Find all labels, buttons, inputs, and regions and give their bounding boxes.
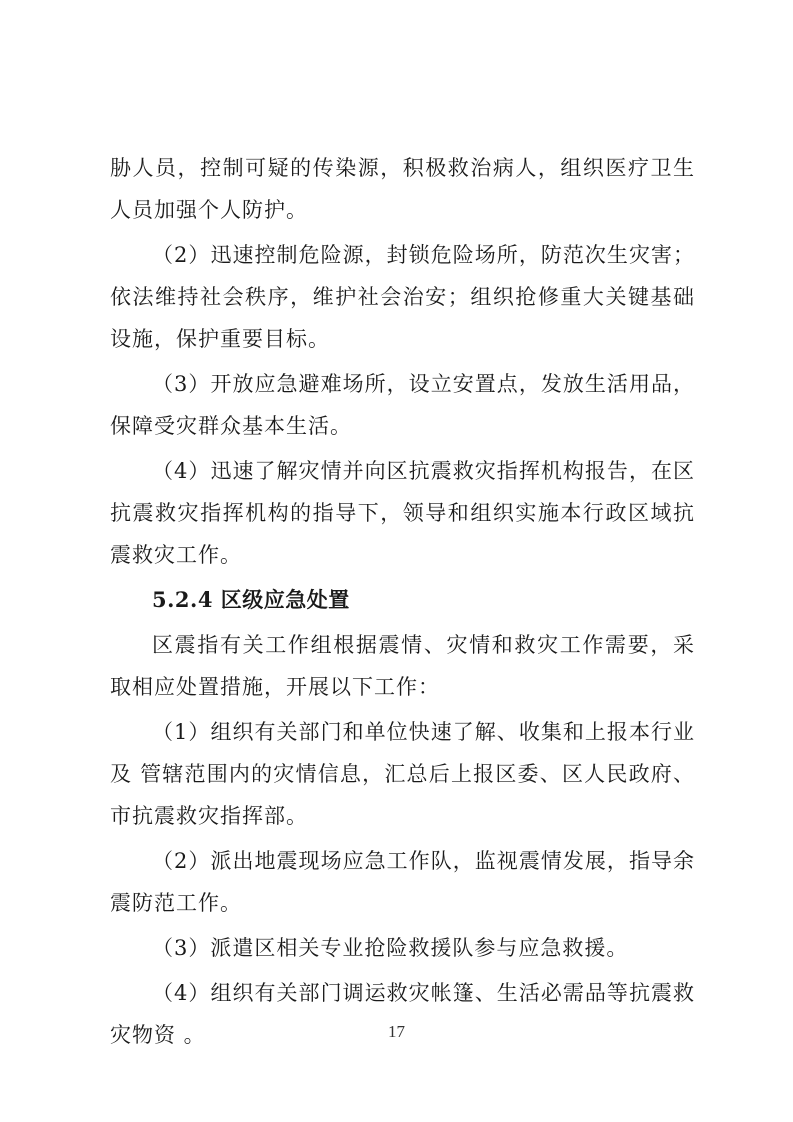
page-number: 17 — [388, 1022, 405, 1041]
section-item-2: （2）派出地震现场应急工作队，监视震情发展，指导余震防范工作。 — [110, 849, 695, 915]
section-item-1: （1）组织有关部门和单位快速了解、收集和上报本行业及 管辖范围内的灾情信息，汇总后上报区委、区人民政府、市抗震救灾指挥部。 — [110, 720, 695, 828]
section-item-3: （3）派遣区相关专业抢险救援队参与应急救援。 — [152, 936, 629, 960]
section-heading: 5.2.4 区级应急处置 — [152, 587, 350, 612]
section-intro-paragraph: 区震指有关工作组根据震情、灾情和救灾工作需要，采取相应处置措施，开展以下工作： — [110, 633, 695, 699]
paragraph-item-3: （3）开放应急避难场所，设立安置点，发放生活用品，保障受灾群众基本生活。 — [110, 372, 695, 438]
paragraph-item-4: （4）迅速了解灾情并向区抗震救灾指挥机构报告，在区抗震救灾指挥机构的指导下，领导和组织实施本行政区域抗震救灾工作。 — [110, 459, 695, 567]
paragraph-item-2: （2）迅速控制危险源，封锁危险场所，防范次生灾害；依法维持社会秩序，维护社会治安；组织抢修重大关键基础设施，保护重要目标。 — [110, 243, 695, 351]
paragraph-continuation: 胁人员，控制可疑的传染源，积极救治病人，组织医疗卫生人员加强个人防护。 — [110, 156, 695, 222]
section-item-4: （4）组织有关部门调运救灾帐篷、生活必需品等抗震救灾物资 。 — [110, 981, 695, 1047]
document-body — [110, 147, 695, 1059]
